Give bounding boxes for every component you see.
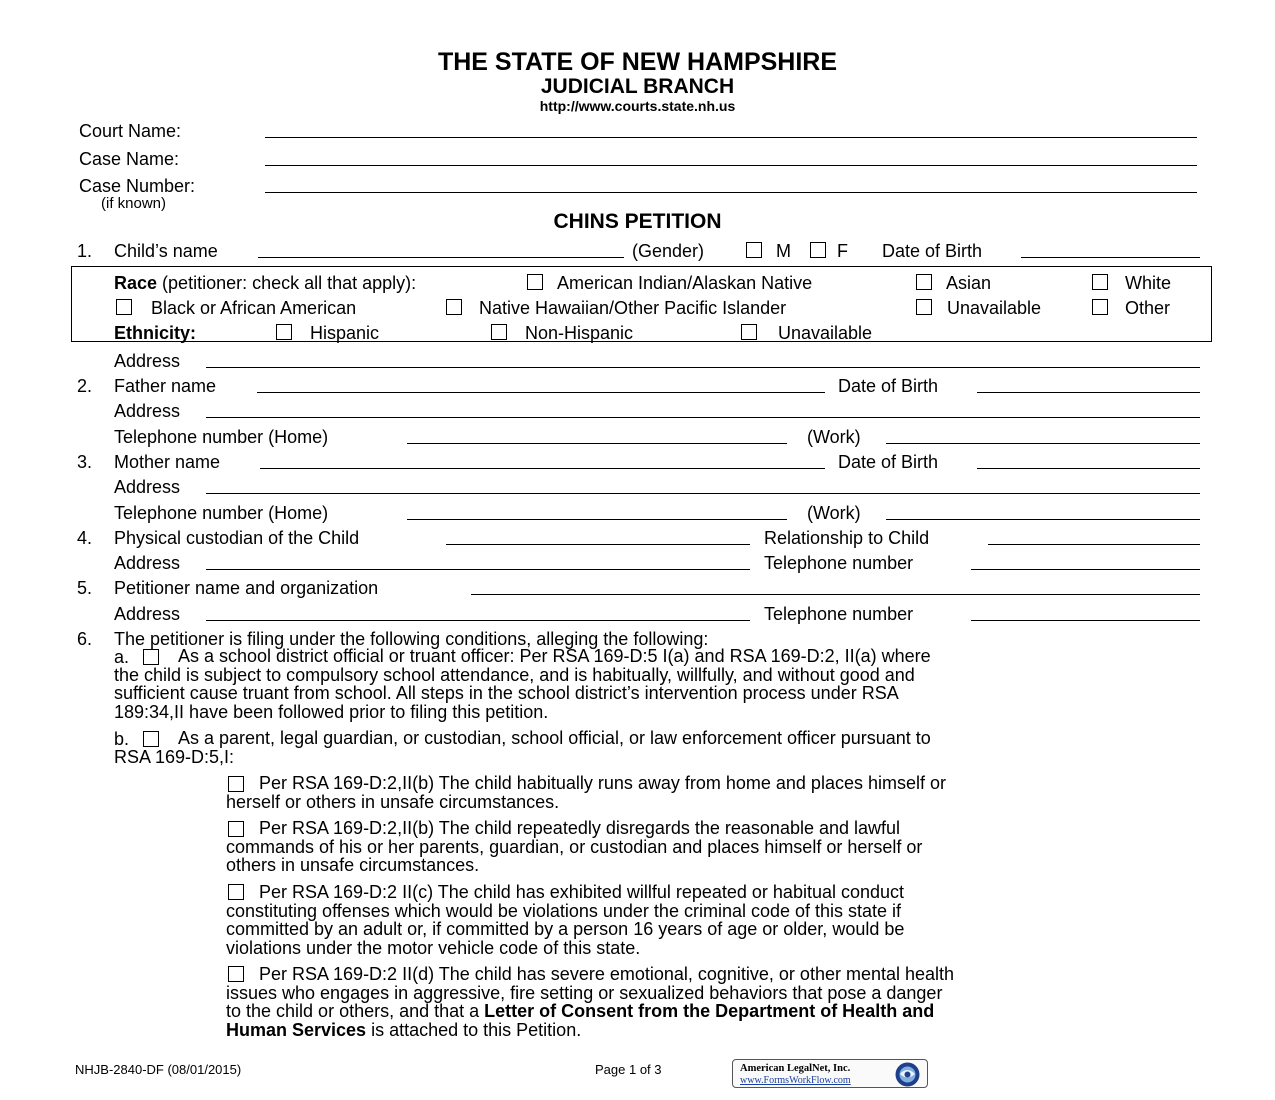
race-american-indian-checkbox[interactable] [527, 274, 543, 290]
petitioner-name-field[interactable] [471, 594, 1200, 595]
condition-a-line-2: the child is subject to compulsory school attendance, and is habitually, willfully, and without good and [114, 664, 915, 685]
ethnicity-unavailable-checkbox[interactable] [741, 324, 757, 340]
race-other-label: Other [1125, 298, 1171, 318]
race-hawaiian-checkbox[interactable] [446, 299, 462, 315]
state-title: THE STATE OF NEW HAMPSHIRE [437, 48, 838, 76]
mother-dob-field[interactable] [977, 468, 1200, 469]
father-name-label: Father name [114, 376, 217, 396]
conditions-intro: The petitioner is filing under the following conditions, alleging the following: [114, 629, 709, 649]
court-name-label: Court Name: [79, 121, 182, 141]
condition-a-line-3: sufficient cause truant from school. All steps in the school district’s intervention process under RSA [114, 683, 899, 703]
child-name-label: Child’s name [114, 241, 218, 261]
father-tel-home-field[interactable] [407, 443, 787, 444]
petitioner-address-field[interactable] [206, 620, 750, 621]
court-name-field[interactable] [265, 137, 1197, 138]
court-url: http://www.courts.state.nh.us [539, 98, 736, 114]
case-number-field[interactable] [265, 192, 1197, 193]
race-label: Race [114, 273, 158, 293]
petitioner-address-label: Address [114, 604, 181, 624]
mental-health-line-3-text: to the child or others, and that a [226, 1001, 485, 1021]
ethnicity-non-hispanic-label: Non-Hispanic [525, 323, 634, 343]
child-address-field[interactable] [206, 367, 1200, 368]
offenses-line-4: violations under the motor vehicle code of this state. [226, 937, 641, 958]
condition-b-line-2: RSA 169-D:5,I: [114, 746, 235, 767]
dhhs-text: Human Services [226, 1019, 367, 1040]
gender-male-checkbox[interactable] [746, 242, 762, 258]
item-number-4: 4. [77, 528, 93, 548]
mental-health-line-2: issues who engages in aggressive, fire setting or sexualized behaviors that pose a danger [226, 982, 943, 1003]
condition-a-line-1: As a school district official or truant officer: Per RSA 169-D:5 I(a) and RSA 169-D:2, II(a) where [178, 646, 931, 666]
american-legalnet-logo[interactable] [732, 1059, 928, 1088]
mental-health-line-4-text: is attached to this Petition. [366, 1019, 582, 1040]
form-title: CHINS PETITION [553, 210, 722, 233]
father-dob-label: Date of Birth [838, 376, 939, 396]
ethnicity-hispanic-label: Hispanic [310, 323, 380, 343]
race-asian-checkbox[interactable] [916, 274, 932, 290]
gender-female-label: F [837, 241, 848, 261]
item-number-3: 3. [77, 452, 93, 472]
race-instructions: (petitioner: check all that apply): [162, 273, 417, 293]
mother-work-label: (Work) [807, 503, 861, 523]
if-known-note: (if known) [101, 195, 167, 212]
ethnicity-label: Ethnicity: [114, 323, 197, 343]
mother-work-field[interactable] [886, 519, 1200, 520]
runaway-line-1: Per RSA 169-D:2,II(b) The child habitually runs away from home and places himself or [259, 773, 946, 793]
case-number-label: Case Number: [79, 176, 196, 196]
offenses-line-3: committed by an adult or, if committed by a person 16 years of age or older, would be [226, 919, 905, 939]
custodian-telephone-label: Telephone number [764, 553, 914, 573]
mental-health-line-1: Per RSA 169-D:2 II(d) The child has severe emotional, cognitive, or other mental health [259, 964, 955, 984]
race-row-1 [114, 273, 416, 293]
item-number-2: 2. [77, 376, 93, 396]
race-unavailable-label: Unavailable [947, 298, 1042, 318]
child-dob-field[interactable] [1021, 257, 1200, 258]
mother-tel-home-label: Telephone number (Home) [114, 503, 329, 523]
custodian-name-label: Physical custodian of the Child [114, 528, 360, 548]
child-dob-label: Date of Birth [882, 241, 983, 261]
logo-url: www.FormsWorkFlow.com [740, 1075, 851, 1086]
branch-title: JUDICIAL BRANCH [540, 75, 735, 98]
race-hawaiian-label: Native Hawaiian/Other Pacific Islander [479, 298, 787, 318]
father-work-label: (Work) [807, 427, 861, 447]
mental-health-text [226, 965, 1216, 1039]
child-name-field[interactable] [258, 257, 624, 258]
child-address-label: Address [114, 351, 181, 371]
offenses-line-2: constituting offenses which would be violations under the criminal code of this state if [226, 900, 902, 921]
runaway-text [226, 774, 1216, 811]
condition-b-line-1: As a parent, legal guardian, or custodian, school official, or law enforcement officer pursuant to [178, 728, 931, 748]
race-other-checkbox[interactable] [1092, 299, 1108, 315]
race-black-label: Black or African American [151, 298, 357, 318]
ethnicity-hispanic-checkbox[interactable] [276, 324, 292, 340]
petitioner-name-label: Petitioner name and organization [114, 578, 379, 598]
globe-icon [894, 1061, 921, 1088]
relationship-field[interactable] [988, 544, 1200, 545]
condition-a-line-4: 189:34,II have been followed prior to filing this petition. [114, 701, 549, 722]
item-number-6: 6. [77, 629, 93, 649]
custodian-telephone-field[interactable] [971, 569, 1200, 570]
mother-tel-home-field[interactable] [407, 519, 787, 520]
gender-male-label: M [776, 241, 791, 261]
race-unavailable-checkbox[interactable] [916, 299, 932, 315]
father-work-field[interactable] [886, 443, 1200, 444]
petitioner-telephone-label: Telephone number [764, 604, 914, 624]
item-number-5: 5. [77, 578, 93, 598]
mother-name-field[interactable] [260, 468, 825, 469]
logo-company-name: American LegalNet, Inc. [740, 1063, 851, 1074]
petitioner-telephone-field[interactable] [971, 620, 1200, 621]
offenses-text [226, 883, 1216, 957]
condition-a-label: a. [114, 647, 130, 667]
disregard-commands-text [226, 819, 1216, 875]
father-name-field[interactable] [257, 392, 825, 393]
father-tel-home-label: Telephone number (Home) [114, 427, 329, 447]
disregard-line-3: others in unsafe circumstances. [226, 855, 480, 875]
condition-b-text [114, 729, 1214, 766]
condition-a-text [114, 647, 1214, 721]
disregard-line-2: commands of his or her parents, guardian, or custodian and places himself or herself or [226, 836, 923, 857]
race-white-checkbox[interactable] [1092, 274, 1108, 290]
disregard-line-1: Per RSA 169-D:2,II(b) The child repeatedly disregards the reasonable and lawful [259, 818, 901, 838]
father-dob-field[interactable] [977, 392, 1200, 393]
ethnicity-non-hispanic-checkbox[interactable] [491, 324, 507, 340]
custodian-address-label: Address [114, 553, 181, 573]
letter-of-consent-text: Letter of Consent from the Department of Health and [484, 1001, 935, 1021]
relationship-label: Relationship to Child [764, 528, 930, 548]
offenses-line-1: Per RSA 169-D:2 II(c) The child has exhibited willful repeated or habitual conduct [259, 882, 905, 902]
condition-b-label: b. [114, 729, 130, 749]
ethnicity-unavailable-label: Unavailable [778, 323, 873, 343]
mother-name-label: Mother name [114, 452, 221, 472]
form-id: NHJB-2840-DF (08/01/2015) [75, 1062, 242, 1077]
page-number: Page 1 of 3 [595, 1062, 662, 1077]
father-address-label: Address [114, 401, 181, 421]
item-number-1: 1. [77, 241, 93, 261]
gender-female-checkbox[interactable] [810, 242, 826, 258]
race-asian-label: Asian [946, 273, 992, 293]
mental-health-line-3 [226, 1002, 1216, 1021]
case-name-label: Case Name: [79, 149, 180, 169]
father-address-field[interactable] [206, 417, 1200, 418]
gender-label: (Gender) [632, 241, 705, 261]
mother-address-label: Address [114, 477, 181, 497]
race-white-label: White [1125, 273, 1172, 293]
race-black-checkbox[interactable] [116, 299, 132, 315]
mother-dob-label: Date of Birth [838, 452, 939, 472]
case-name-field[interactable] [265, 165, 1197, 166]
mental-health-line-4 [226, 1021, 1216, 1040]
custodian-address-field[interactable] [206, 569, 750, 570]
runaway-line-2: herself or others in unsafe circumstances. [226, 791, 560, 812]
custodian-name-field[interactable] [446, 544, 750, 545]
race-american-indian-label: American Indian/Alaskan Native [557, 273, 813, 293]
mother-address-field[interactable] [206, 493, 1200, 494]
